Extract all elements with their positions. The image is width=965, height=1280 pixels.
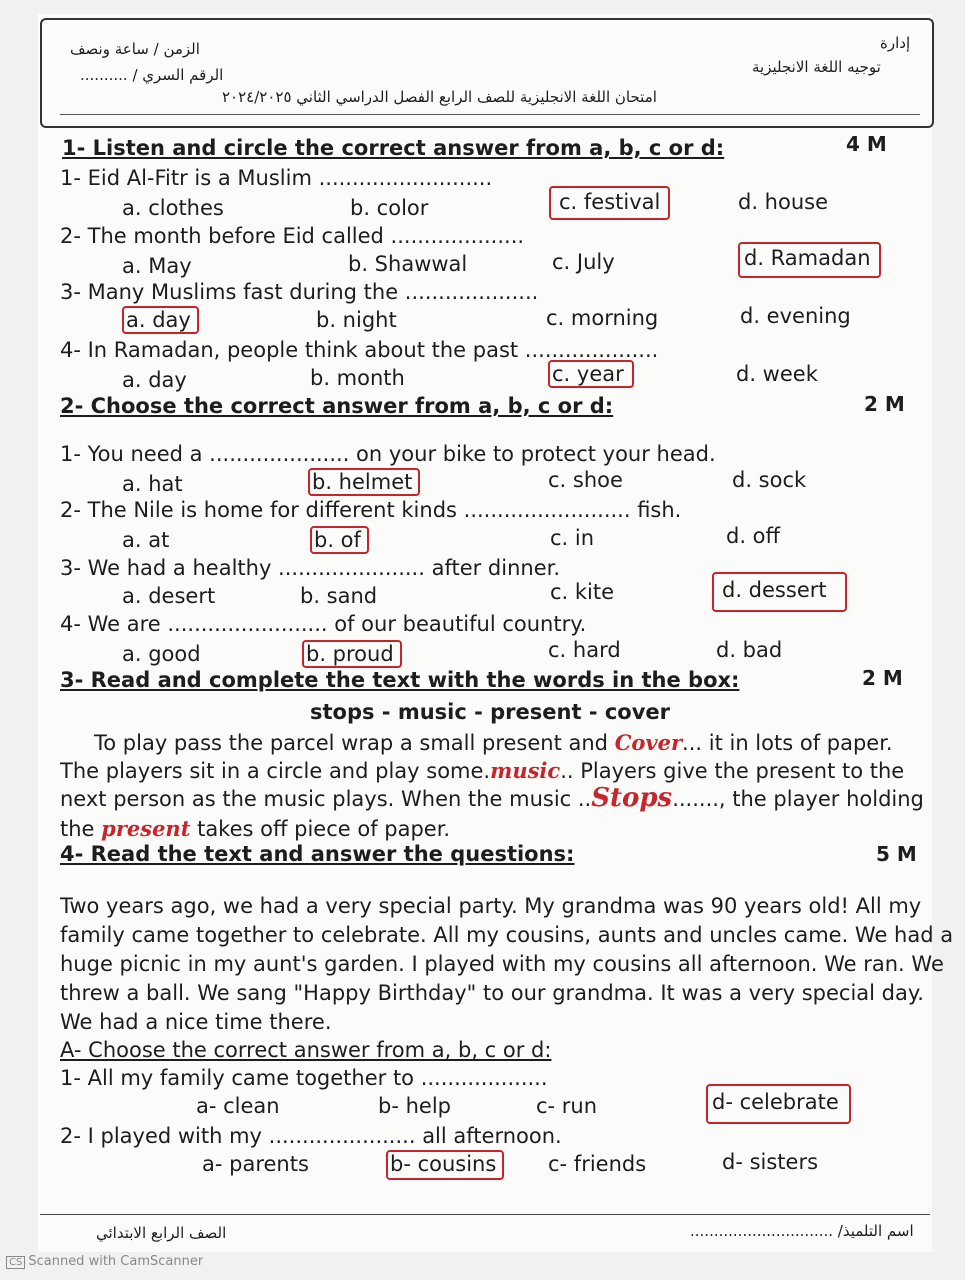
s4-q2-opt-b-circled: b- cousins xyxy=(386,1150,504,1180)
header-right-line2: توجيه اللغة الانجليزية xyxy=(752,58,881,76)
s1-q3-opt-b: b. night xyxy=(316,308,397,332)
s3-line2-text-a: The players sit in a circle and play some. xyxy=(60,759,491,783)
s1-q2-opt-c: c. July xyxy=(552,250,615,274)
s3-line3-text-a: next person as the music plays. When the music .. xyxy=(60,787,592,811)
footer-divider xyxy=(40,1214,930,1215)
passage-line-3: huge picnic in my aunt's garden. I played with my cousins all afternoon. We ran. We xyxy=(60,952,944,976)
passage-line-1: Two years ago, we had a very special party. My grandma was 90 years old! All my xyxy=(60,894,922,918)
s1-q4-opt-c-circled: c. year xyxy=(548,360,634,388)
s3-fill-present: present xyxy=(101,816,191,841)
s1-q1: 1- Eid Al-Fitr is a Muslim .......................... xyxy=(60,166,493,190)
section1-title: 1- Listen and circle the correct answer from a, b, c or d: xyxy=(62,136,725,160)
section4-title: 4- Read the text and answer the questions: xyxy=(60,842,575,866)
footer-student-name: اسم التلميذ/ .............................. xyxy=(690,1222,914,1240)
footer-grade: الصف الرابع الابتدائي xyxy=(96,1224,227,1242)
s4-q1-opt-b: b- help xyxy=(378,1094,451,1118)
passage-line-5: We had a nice time there. xyxy=(60,1010,332,1034)
s1-q3: 3- Many Muslims fast during the .................... xyxy=(60,280,539,304)
s1-q1-opt-d: d. house xyxy=(738,190,829,214)
camscanner-logo: CS xyxy=(6,1256,25,1269)
s2-q3-opt-c: c. kite xyxy=(550,580,615,604)
s3-fill-stops: Stops xyxy=(591,783,673,813)
s3-line4-text-a: the xyxy=(60,817,102,841)
section2-marks: 2 M xyxy=(864,392,905,416)
s2-q3: 3- We had a healthy ...................... after dinner. xyxy=(60,556,561,580)
s1-q1-opt-c-circled: c. festival xyxy=(549,186,670,220)
s4-q1-opt-a: a- clean xyxy=(196,1094,280,1118)
s3-line4-text-b: takes off piece of paper. xyxy=(190,817,451,841)
s1-q4-opt-a: a. day xyxy=(122,368,187,392)
header-divider xyxy=(60,114,920,115)
s4-q1-opt-c: c- run xyxy=(536,1094,598,1118)
s4-q2-opt-d: d- sisters xyxy=(722,1150,819,1174)
s4-q2-opt-c: c- friends xyxy=(548,1152,647,1176)
s1-q4-opt-d: d. week xyxy=(736,362,818,386)
s2-q4-opt-a: a. good xyxy=(122,642,201,666)
passage-line-2: family came together to celebrate. All my cousins, aunts and uncles came. We had a xyxy=(60,923,954,947)
s1-q2-opt-a: a. May xyxy=(122,254,192,278)
camscanner-text: Scanned with CamScanner xyxy=(28,1254,204,1269)
section2-title: 2- Choose the correct answer from a, b, c or d: xyxy=(60,394,614,418)
s1-q1-opt-b: b. color xyxy=(350,196,429,220)
s1-q4: 4- In Ramadan, people think about the past .................... xyxy=(60,338,659,362)
word-box: stops - music - present - cover xyxy=(310,700,671,724)
header-left-line2: الرقم السري / .......... xyxy=(80,66,224,84)
s3-line3 xyxy=(60,784,924,814)
s2-q4-opt-d: d. bad xyxy=(716,638,783,662)
s2-q3-opt-b: b. sand xyxy=(300,584,378,608)
s2-q2-opt-d: d. off xyxy=(726,524,780,548)
header-right-line1: إدارة xyxy=(880,34,911,52)
s3-line2-text-b: .. Players give the present to the xyxy=(560,759,905,783)
s2-q1-opt-a: a. hat xyxy=(122,472,183,496)
s2-q4-opt-c: c. hard xyxy=(548,638,621,662)
s2-q1-opt-b-circled: b. helmet xyxy=(308,468,420,496)
s1-q2-opt-b: b. Shawwal xyxy=(348,252,468,276)
s1-q2-opt-d-circled: d. Ramadan xyxy=(738,242,881,278)
s3-line1-text-b: ... it in lots of paper. xyxy=(682,731,893,755)
s2-q1: 1- You need a ..................... on your bike to protect your head. xyxy=(60,442,716,466)
s1-q4-opt-b: b. month xyxy=(310,366,405,390)
s4-q2: 2- I played with my ...................... all afternoon. xyxy=(60,1124,562,1148)
s2-q4: 4- We are ........................ of our beautiful country. xyxy=(60,612,587,636)
passage-line-4: threw a ball. We sang "Happy Birthday" to our grandma. It was a very special day. xyxy=(60,981,924,1005)
s3-fill-cover: Cover xyxy=(614,730,683,755)
section3-title: 3- Read and complete the text with the words in the box: xyxy=(60,668,740,692)
section1-marks: 4 M xyxy=(846,132,887,156)
s4-q2-opt-a: a- parents xyxy=(202,1152,309,1176)
s2-q3-opt-d-circled: d. dessert xyxy=(712,572,847,612)
s2-q4-opt-b-circled: b. proud xyxy=(302,640,402,668)
s3-line1 xyxy=(94,728,893,758)
header-title: امتحان اللغة الانجليزية للصف الرابع الفصل الدراسي الثاني ٢٠٢٤/٢٠٢٥ xyxy=(222,88,657,106)
s2-q2-opt-a: a. at xyxy=(122,528,170,552)
s1-q3-opt-c: c. morning xyxy=(546,306,659,330)
s3-line4 xyxy=(60,814,450,844)
s4-q1-opt-d-circled: d- celebrate xyxy=(706,1084,851,1124)
section4-marks: 5 M xyxy=(876,842,917,866)
s4-q1: 1- All my family came together to ................... xyxy=(60,1066,548,1090)
s2-q2: 2- The Nile is home for different kinds ......................... fish. xyxy=(60,498,682,522)
s1-q1-opt-a: a. clothes xyxy=(122,196,224,220)
s2-q3-opt-a: a. desert xyxy=(122,584,216,608)
s1-q2: 2- The month before Eid called .................... xyxy=(60,224,525,248)
s3-line2 xyxy=(60,756,904,786)
section3-marks: 2 M xyxy=(862,666,903,690)
s2-q2-opt-b-circled: b. of xyxy=(310,526,369,554)
header-left-line1: الزمن / ساعة ونصف xyxy=(70,40,200,58)
s3-fill-music: music xyxy=(490,758,561,783)
s1-q3-opt-d: d. evening xyxy=(740,304,851,328)
s3-line3-text-b: ......., the player holding xyxy=(672,787,924,811)
camscanner-watermark xyxy=(6,1254,203,1269)
s4-subA-title: A- Choose the correct answer from a, b, c or d: xyxy=(60,1038,552,1062)
s2-q1-opt-c: c. shoe xyxy=(548,468,623,492)
s1-q3-opt-a-circled: a. day xyxy=(122,306,199,334)
s2-q1-opt-d: d. sock xyxy=(732,468,807,492)
s2-q2-opt-c: c. in xyxy=(550,526,595,550)
s3-line1-text-a: To play pass the parcel wrap a small present and xyxy=(94,731,615,755)
